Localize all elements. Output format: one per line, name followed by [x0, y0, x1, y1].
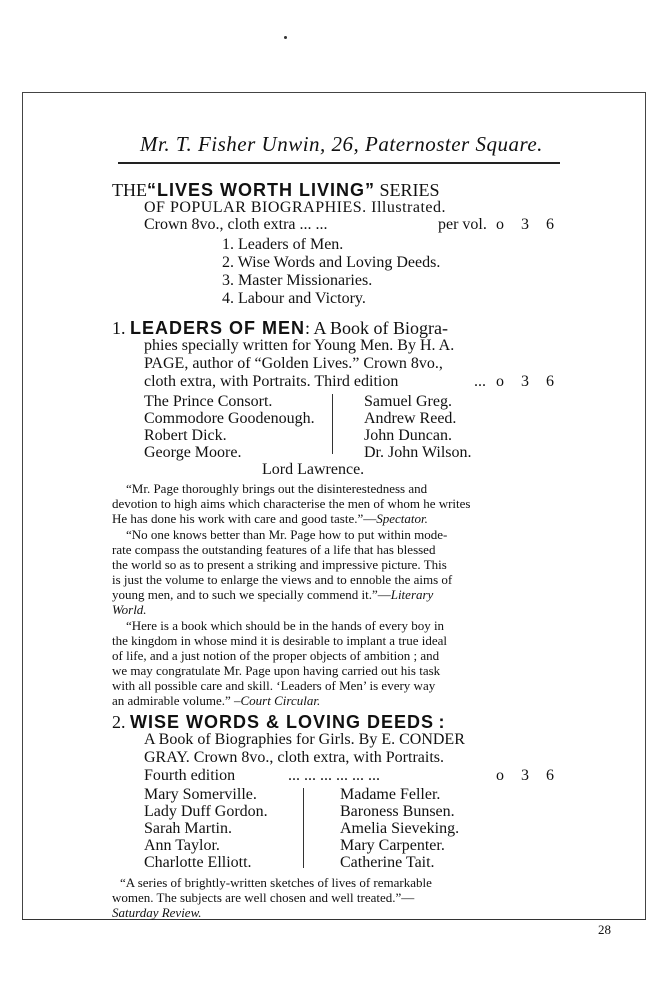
book2-dots: ... ... ... ... ... ... — [288, 767, 380, 784]
series-list-item: 3. Master Missionaries. — [222, 272, 373, 289]
book2-review-line — [112, 905, 202, 920]
book1-desc2: phies specially written for Young Men. By H. A. — [144, 337, 455, 354]
book2-right-name: Baroness Bunsen. — [340, 803, 455, 820]
book1-left-name: Commodore Goodenough. — [144, 410, 315, 427]
book1-review-line: “Mr. Page thoroughly brings out the disinterestedness and — [126, 481, 428, 496]
book2-review-line: “A series of brightly-written sketches of lives of remarkable — [120, 875, 432, 890]
series-subtitle: OF POPULAR BIOGRAPHIES. Illustrated. — [144, 199, 447, 216]
series-list-item: 4. Labour and Victory. — [222, 290, 366, 307]
book1-review-line: young men, and to such we specially commend it.”—Literary — [112, 587, 434, 602]
book1-dots: ... — [474, 373, 486, 390]
series-the: THE — [112, 180, 147, 200]
book1-centered-name: Lord Lawrence. — [262, 461, 365, 478]
book1-desc1: : A Book of Biogra- — [305, 318, 449, 338]
book1-review-line — [112, 602, 147, 617]
page-number: 28 — [598, 922, 611, 937]
review-source: Literary — [390, 587, 434, 602]
header-rule — [118, 162, 560, 164]
book2-left-name: Mary Somerville. — [144, 786, 257, 803]
book1-review-line: the kingdom in whose mind it is desirable to implant a true ideal — [112, 633, 448, 648]
book2-price-pence: 6 — [546, 767, 554, 784]
book2-review-line: women. The subjects are well chosen and well treated.”— — [112, 890, 415, 905]
book1-review-line: is just the volume to enlarge the views and to ennoble the aims of — [112, 572, 453, 587]
book2-number: 2. — [112, 712, 126, 732]
book1-desc3: PAGE, author of “Golden Lives.” Crown 8vo., — [144, 355, 443, 372]
book1-review-line: rate compass the outstanding features of a life that has blessed — [112, 542, 436, 557]
book1-review-line: “No one knows better than Mr. Page how to put within mode- — [126, 527, 448, 542]
frame-top-rule — [22, 92, 646, 93]
book1-review-line: the world so as to present a striking and impressive picture. This — [112, 557, 447, 572]
book2-left-name: Charlotte Elliott. — [144, 854, 252, 871]
book1-price-shillings: 3 — [521, 373, 529, 390]
book1-price-pence: 6 — [546, 373, 554, 390]
book1-right-name: Andrew Reed. — [364, 410, 457, 427]
book2-desc2: GRAY. Crown 8vo., cloth extra, with Portraits. — [144, 749, 444, 766]
series-list-item: 2. Wise Words and Loving Deeds. — [222, 254, 441, 271]
series-per-vol: per vol. — [438, 216, 487, 233]
book1-title: LEADERS OF MEN — [130, 318, 306, 338]
book2-right-name: Amelia Sieveking. — [340, 820, 460, 837]
book2-right-name: Catherine Tait. — [340, 854, 435, 871]
book1-review-line: an admirable volume.” –Court Circular. — [112, 693, 321, 708]
review-source: Spectator. — [376, 511, 428, 526]
book1-column-divider — [332, 394, 333, 454]
book1-review-line: with all possible care and skill. ‘Leaders of Men’ is every way — [112, 678, 436, 693]
series-title: “LIVES WORTH LIVING” — [147, 180, 376, 200]
book2-left-name: Sarah Martin. — [144, 820, 232, 837]
series-title-line — [112, 180, 440, 201]
series-format: Crown 8vo., cloth extra ... ... — [144, 216, 328, 233]
review-source: World. — [112, 602, 147, 617]
book1-title-line — [112, 318, 448, 339]
book2-right-name: Mary Carpenter. — [340, 837, 445, 854]
series-price-shillings: 3 — [521, 216, 529, 233]
book2-left-name: Ann Taylor. — [144, 837, 220, 854]
review-source: Court Circular. — [240, 693, 321, 708]
book1-review-line: He has done his work with care and good taste.”—Spectator. — [112, 511, 428, 526]
book2-price-pounds: o — [496, 767, 504, 784]
book1-right-name: John Duncan. — [364, 427, 452, 444]
book1-left-name: George Moore. — [144, 444, 242, 461]
book2-right-name: Madame Feller. — [340, 786, 441, 803]
book1-review-line: “Here is a book which should be in the hands of every boy in — [126, 618, 445, 633]
series-word: SERIES — [379, 180, 440, 200]
book2-title-line — [112, 712, 446, 733]
book1-left-name: The Prince Consort. — [144, 393, 273, 410]
book1-price-pounds: o — [496, 373, 504, 390]
book2-left-name: Lady Duff Gordon. — [144, 803, 268, 820]
book1-number: 1. — [112, 318, 126, 338]
book1-review-line: of life, and a just notion of the proper objects of ambition ; and — [112, 648, 440, 663]
book1-review-line: devotion to high aims which characterise the men of whom he writes — [112, 496, 471, 511]
book1-review-line: we may congratulate Mr. Page upon having carried out his task — [112, 663, 441, 678]
series-price-pounds: o — [496, 216, 504, 233]
book2-colon: : — [438, 712, 446, 732]
publisher-header: Mr. T. Fisher Unwin, 26, Paternoster Square. — [140, 132, 543, 156]
book2-price-shillings: 3 — [521, 767, 529, 784]
book2-desc3: Fourth edition — [144, 767, 236, 784]
book1-left-name: Robert Dick. — [144, 427, 227, 444]
book1-desc4: cloth extra, with Portraits. Third edition — [144, 373, 399, 390]
book2-desc1: A Book of Biographies for Girls. By E. CONDER — [144, 731, 465, 748]
book2-column-divider — [303, 788, 304, 868]
series-price-pence: 6 — [546, 216, 554, 233]
stray-mark — [284, 36, 287, 39]
book1-right-name: Dr. John Wilson. — [364, 444, 472, 461]
review-source: Saturday Review. — [112, 905, 202, 920]
book2-title: WISE WORDS & LOVING DEEDS — [130, 712, 435, 732]
book1-right-name: Samuel Greg. — [364, 393, 452, 410]
series-list-item: 1. Leaders of Men. — [222, 236, 344, 253]
frame-left-rule — [22, 92, 23, 920]
frame-right-rule — [645, 92, 646, 920]
